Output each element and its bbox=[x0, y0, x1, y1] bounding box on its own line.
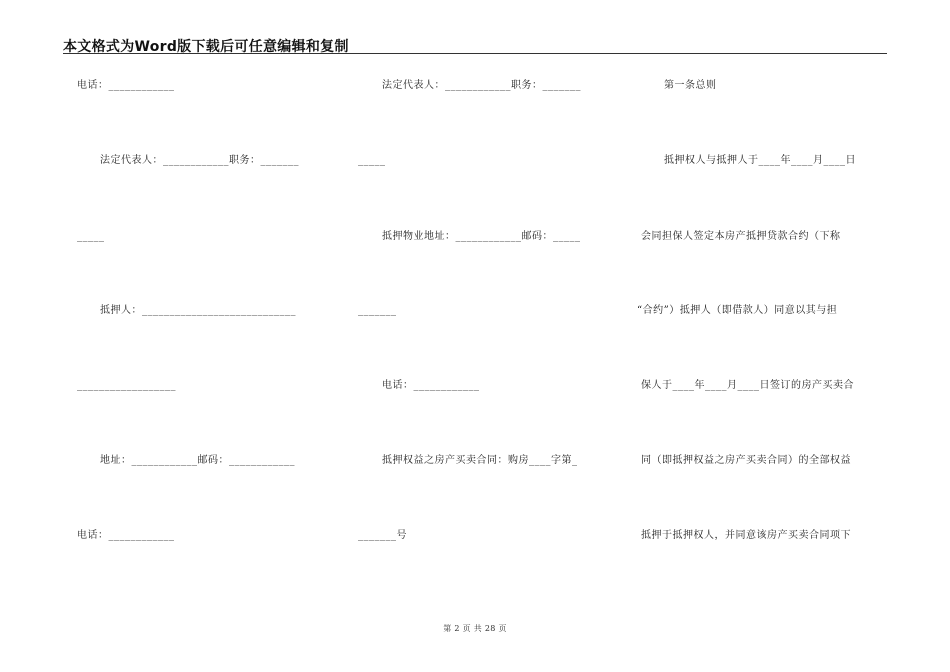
middle-line-phone: 电话：____________ bbox=[382, 380, 480, 391]
right-line-paragraph-6: 抵押于抵押权人，并同意该房产买卖合同项下 bbox=[641, 530, 851, 541]
right-line-paragraph-4: 保人于____年____月____日签订的房产买卖合 bbox=[641, 380, 854, 391]
middle-line-property-address: 抵押物业地址：____________邮码：_____ bbox=[382, 231, 581, 242]
left-line-mortgagor: 抵押人：____________________________ bbox=[100, 305, 296, 316]
right-line-paragraph-1: 抵押权人与抵押人于____年____月____日 bbox=[664, 155, 856, 166]
left-line-address: 地址：____________邮码：____________ bbox=[100, 455, 295, 466]
right-line-paragraph-2: 会同担保人签定本房产抵押贷款合约（下称 bbox=[641, 231, 841, 242]
page-header-title: 本文格式为Word版下载后可任意编辑和复制 bbox=[63, 39, 349, 55]
left-line-phone-2: 电话：____________ bbox=[77, 530, 175, 541]
middle-line-blank: _____ bbox=[358, 155, 386, 166]
left-line-blank: _____ bbox=[77, 231, 105, 242]
middle-line-blank-2: _______ bbox=[358, 305, 397, 316]
header-divider bbox=[63, 53, 887, 54]
right-line-paragraph-3: “合约”）抵押人（即借款人）同意以其与担 bbox=[637, 305, 838, 316]
middle-line-contract: 抵押权益之房产买卖合同：购房____字第_ bbox=[382, 455, 578, 466]
left-line-legal-rep: 法定代表人：____________职务：_______ bbox=[100, 155, 299, 166]
middle-line-contract-number: _______号 bbox=[358, 530, 407, 541]
right-line-article-heading: 第一条总则 bbox=[664, 80, 717, 91]
page-footer-page-number: 第 2 页 共 28 页 bbox=[443, 624, 507, 633]
middle-line-legal-rep: 法定代表人：____________职务：_______ bbox=[382, 80, 581, 91]
left-line-blank-long: __________________ bbox=[77, 380, 176, 391]
right-line-paragraph-5: 同（即抵押权益之房产买卖合同）的全部权益 bbox=[641, 455, 851, 466]
left-line-phone: 电话：____________ bbox=[77, 80, 175, 91]
